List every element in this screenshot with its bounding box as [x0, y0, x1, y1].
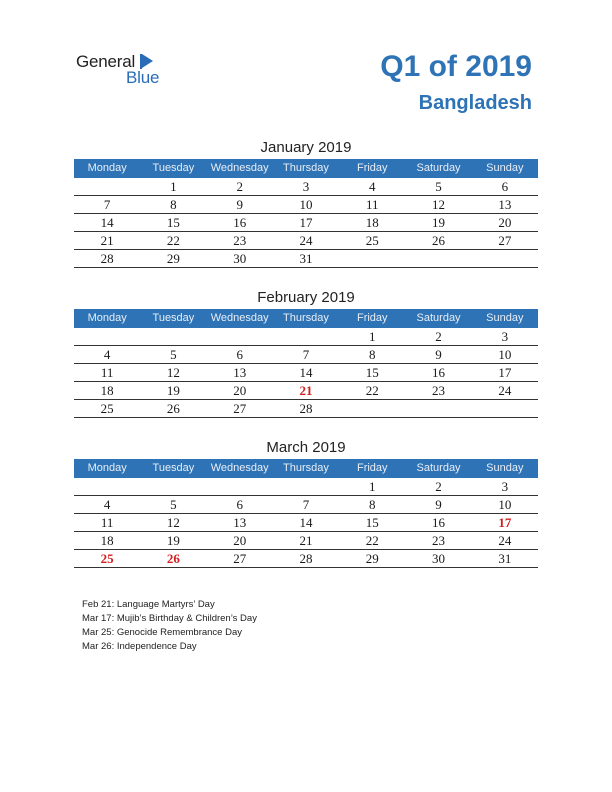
day-cell: 27	[498, 233, 512, 248]
day-cell	[405, 250, 471, 267]
day-cell	[140, 478, 206, 495]
weekday-label: Sunday	[486, 462, 524, 474]
weekday-label: Thursday	[283, 462, 329, 474]
week-row	[74, 382, 538, 400]
day-cell: 15	[365, 515, 379, 530]
day-cell: 3	[501, 479, 509, 494]
day-cell: 13	[233, 365, 247, 380]
day-cell: 19	[166, 383, 180, 398]
day-cell: 6	[501, 179, 509, 194]
page-title: Q1 of 2019	[380, 50, 532, 83]
day-cell: 18	[100, 533, 114, 548]
day-cell: 17	[498, 365, 512, 380]
country-name: Bangladesh	[418, 92, 532, 114]
weekday-label: Saturday	[416, 462, 461, 474]
day-cell: 2	[236, 179, 243, 194]
day-cell: 5	[170, 497, 177, 512]
day-cell: 2	[435, 479, 442, 494]
day-cell: 27	[233, 551, 247, 566]
day-cell	[140, 328, 206, 345]
day-cell: 26	[166, 551, 180, 566]
day-cell: 26	[432, 233, 446, 248]
day-cell: 8	[170, 197, 177, 212]
day-cell	[273, 478, 339, 495]
weekday-label: Saturday	[416, 162, 461, 174]
day-cell: 30	[233, 251, 247, 266]
day-cell: 4	[369, 179, 376, 194]
day-cell: 31	[498, 551, 512, 566]
weekday-label: Monday	[87, 162, 127, 174]
day-cell: 15	[365, 365, 379, 380]
day-cell: 1	[369, 479, 376, 494]
day-cell: 29	[166, 251, 180, 266]
week-row	[74, 250, 538, 268]
month-calendar	[74, 287, 538, 418]
day-cell: 9	[435, 497, 442, 512]
day-cell: 21	[299, 383, 313, 398]
day-cell: 6	[236, 497, 243, 512]
weekday-label: Monday	[87, 462, 127, 474]
week-row	[74, 346, 538, 364]
day-cell: 8	[369, 347, 376, 362]
weekday-label: Friday	[356, 462, 388, 474]
day-cell: 4	[103, 347, 111, 362]
weekday-header	[74, 159, 538, 178]
day-cell: 24	[498, 533, 512, 548]
day-cell: 3	[302, 179, 310, 194]
logo-word-general: General	[76, 52, 136, 71]
week-row	[74, 478, 538, 496]
weekday-header	[74, 309, 538, 328]
weekday-label: Wednesday	[210, 312, 269, 324]
month-calendar	[74, 137, 538, 268]
month-title: February 2019	[257, 289, 355, 306]
day-cell	[339, 400, 405, 417]
generalblue-logo	[76, 52, 176, 88]
day-cell: 13	[233, 515, 247, 530]
weekday-label: Thursday	[283, 162, 329, 174]
day-cell: 12	[432, 197, 446, 212]
day-cell: 26	[166, 401, 180, 416]
holiday-note: Feb 21: Language Martyrs’ Day	[82, 599, 215, 610]
day-cell: 3	[501, 329, 509, 344]
holiday-note: Mar 26: Independence Day	[82, 641, 197, 652]
holiday-note: Mar 17: Mujib’s Birthday & Children’s Day	[82, 613, 257, 624]
day-cell: 9	[236, 197, 243, 212]
week-row	[74, 550, 538, 568]
day-cell	[405, 400, 471, 417]
week-row	[74, 496, 538, 514]
day-cell: 14	[299, 515, 313, 530]
day-cell	[74, 178, 140, 195]
week-row	[74, 400, 538, 418]
day-cell	[472, 250, 538, 267]
day-cell	[339, 250, 405, 267]
day-cell: 22	[166, 233, 180, 248]
day-cell: 25	[365, 233, 379, 248]
day-cell: 28	[299, 401, 313, 416]
week-row	[74, 532, 538, 550]
day-cell: 28	[299, 551, 313, 566]
logo-word-blue: Blue	[126, 68, 160, 87]
day-cell: 10	[498, 347, 512, 362]
day-cell: 2	[435, 329, 442, 344]
day-cell: 10	[299, 197, 313, 212]
day-cell: 13	[498, 197, 512, 212]
day-cell: 4	[103, 497, 111, 512]
week-row	[74, 214, 538, 232]
weekday-label: Tuesday	[152, 162, 195, 174]
weekday-label: Tuesday	[152, 462, 195, 474]
week-row	[74, 328, 538, 346]
flag-icon	[142, 54, 153, 68]
day-cell: 17	[299, 215, 313, 230]
day-cell: 12	[166, 365, 180, 380]
day-cell: 8	[369, 497, 376, 512]
day-cell: 25	[100, 401, 114, 416]
day-cell: 16	[233, 215, 247, 230]
day-cell	[74, 478, 140, 495]
day-cell: 9	[435, 347, 442, 362]
day-cell: 20	[233, 383, 247, 398]
week-row	[74, 232, 538, 250]
day-cell: 10	[498, 497, 512, 512]
day-cell: 31	[299, 251, 313, 266]
week-row	[74, 514, 538, 532]
week-row	[74, 178, 538, 196]
day-cell: 29	[365, 551, 379, 566]
day-cell: 17	[498, 515, 512, 530]
day-cell: 12	[166, 515, 180, 530]
weekday-label: Tuesday	[152, 312, 195, 324]
day-cell: 22	[365, 533, 379, 548]
weekday-header	[74, 459, 538, 478]
day-cell: 19	[432, 215, 446, 230]
day-cell: 5	[170, 347, 177, 362]
day-cell: 11	[100, 365, 114, 380]
week-row	[74, 364, 538, 382]
day-cell	[207, 478, 273, 495]
day-cell: 1	[369, 329, 376, 344]
day-cell: 15	[166, 215, 180, 230]
day-cell: 27	[233, 401, 247, 416]
day-cell: 16	[432, 365, 446, 380]
day-cell: 25	[100, 551, 114, 566]
weekday-label: Monday	[87, 312, 127, 324]
holiday-note: Mar 25: Genocide Remembrance Day	[82, 627, 242, 638]
weekday-label: Friday	[356, 162, 388, 174]
day-cell: 21	[299, 533, 313, 548]
weekday-label: Sunday	[486, 312, 524, 324]
day-cell	[207, 328, 273, 345]
day-cell: 21	[100, 233, 114, 248]
month-title: March 2019	[266, 439, 346, 456]
day-cell: 6	[236, 347, 243, 362]
day-cell: 24	[498, 383, 512, 398]
day-cell: 7	[302, 497, 310, 512]
day-cell: 23	[432, 533, 446, 548]
day-cell: 11	[366, 197, 379, 212]
holiday-notes	[82, 598, 257, 654]
day-cell: 1	[170, 179, 177, 194]
weekday-label: Saturday	[416, 312, 461, 324]
week-row	[74, 196, 538, 214]
day-cell: 7	[302, 347, 310, 362]
day-cell: 20	[498, 215, 512, 230]
weekday-label: Wednesday	[210, 462, 269, 474]
day-cell: 24	[299, 233, 313, 248]
weekday-label: Friday	[356, 312, 388, 324]
day-cell	[472, 400, 538, 417]
weekday-label: Wednesday	[210, 162, 269, 174]
day-cell: 7	[103, 197, 111, 212]
day-cell: 14	[299, 365, 313, 380]
day-cell: 28	[100, 251, 114, 266]
day-cell	[273, 328, 339, 345]
weekday-label: Thursday	[283, 312, 329, 324]
month-title: January 2019	[260, 139, 352, 156]
day-cell: 11	[100, 515, 114, 530]
day-cell: 19	[166, 533, 180, 548]
day-cell: 23	[233, 233, 247, 248]
day-cell: 30	[432, 551, 446, 566]
day-cell: 20	[233, 533, 247, 548]
month-calendar	[74, 437, 538, 568]
day-cell: 22	[365, 383, 379, 398]
day-cell: 23	[432, 383, 446, 398]
day-cell: 5	[435, 179, 442, 194]
day-cell: 16	[432, 515, 446, 530]
day-cell: 18	[365, 215, 379, 230]
weekday-label: Sunday	[486, 162, 524, 174]
day-cell: 18	[100, 383, 114, 398]
day-cell: 14	[100, 215, 114, 230]
day-cell	[74, 328, 140, 345]
